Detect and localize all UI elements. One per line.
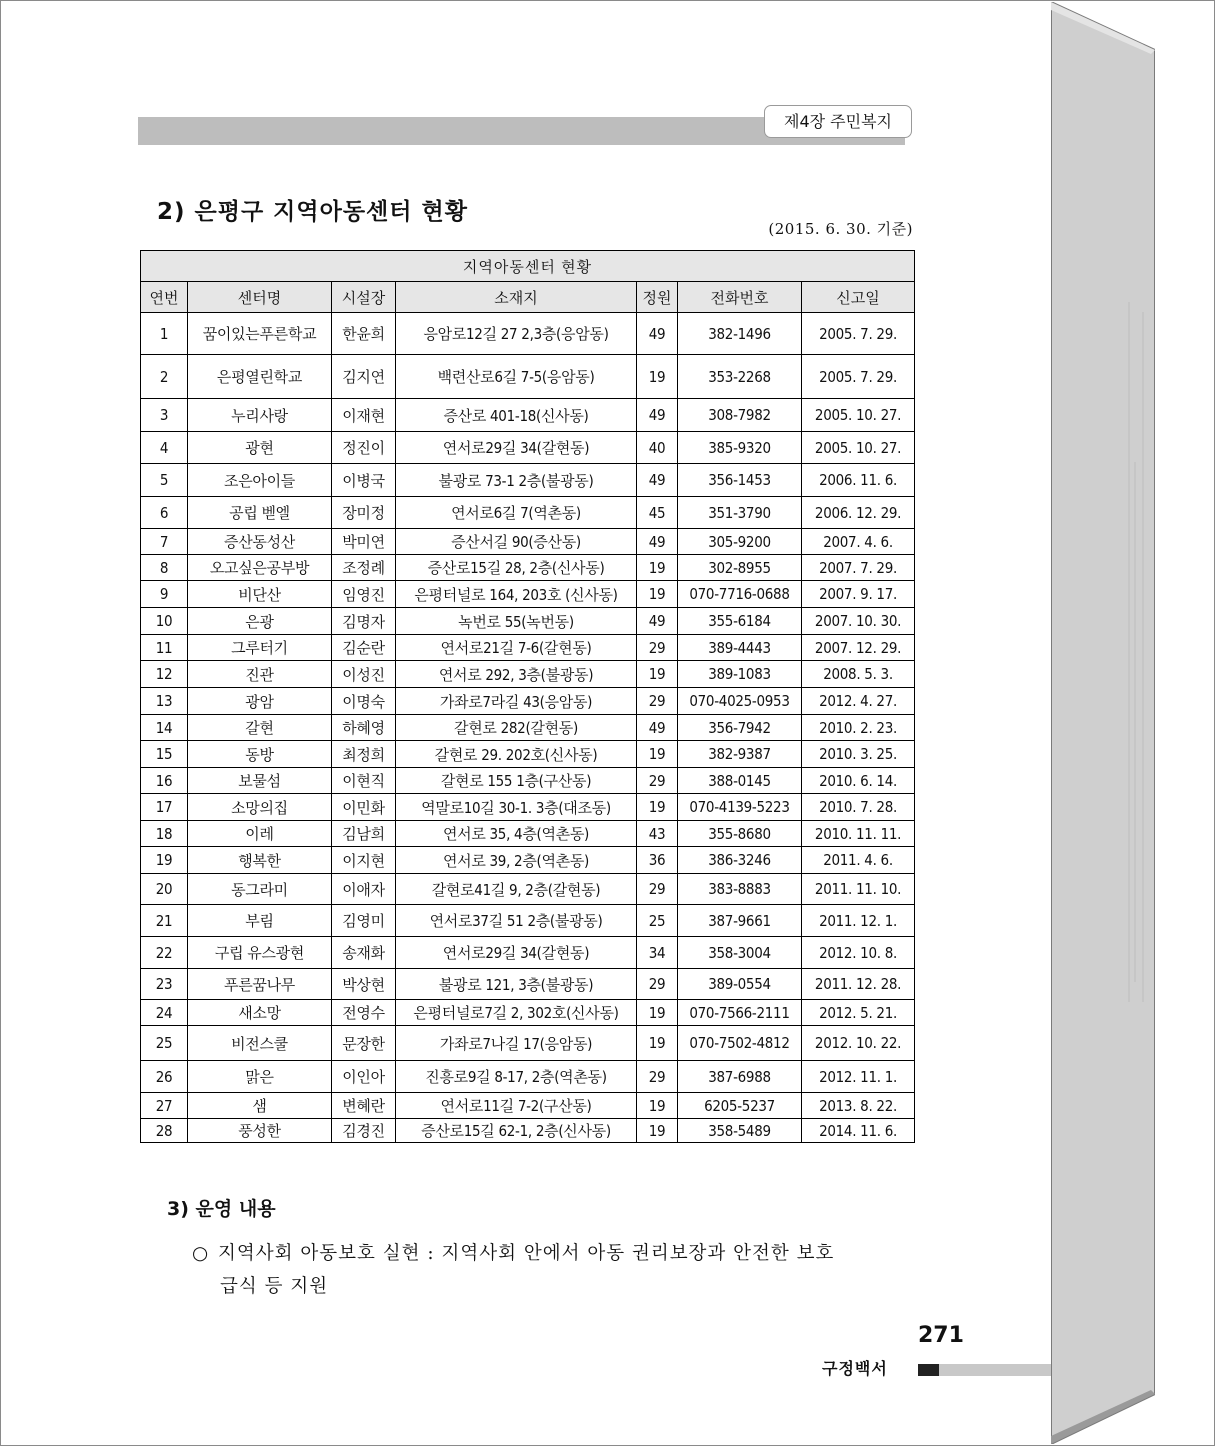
table-row (141, 1093, 915, 1119)
table-cell: 387-9661 (678, 905, 802, 937)
table-row (141, 1119, 915, 1143)
table-cell: 49 (637, 715, 678, 741)
table-cell: 임영진 (332, 581, 396, 608)
table-cell: 25 (141, 1026, 188, 1061)
table-row (141, 741, 915, 768)
base-date: (2015. 6. 30. 기준) (768, 220, 913, 238)
table-cell: 6205-5237 (678, 1093, 802, 1119)
table-cell: 김영미 (332, 905, 396, 937)
table-cell: 전영수 (332, 1000, 396, 1026)
table-cell: 15 (141, 741, 188, 768)
table-cell: 박상현 (332, 969, 396, 1000)
table-cell: 356-1453 (678, 464, 802, 497)
table-row (141, 529, 915, 555)
table-cell: 23 (141, 969, 188, 1000)
table-cell: 19 (637, 555, 678, 581)
table-cell: 새소망 (188, 1000, 332, 1026)
table-cell: 이인아 (332, 1061, 396, 1093)
table-cell: 한윤희 (332, 313, 396, 355)
table-cell: 4 (141, 432, 188, 464)
table-cell: 샘 (188, 1093, 332, 1119)
table-cell: 2005. 7. 29. (802, 313, 915, 355)
table-cell: 386-3246 (678, 847, 802, 874)
table-cell: 구립 유스광현 (188, 937, 332, 969)
table-cell: 19 (637, 1093, 678, 1119)
table-cell: 광현 (188, 432, 332, 464)
table-header-row (141, 282, 915, 313)
table-cell: 20 (141, 874, 188, 905)
footer-mark (918, 1364, 939, 1376)
table-cell: 12 (141, 661, 188, 688)
table-cell: 388-0145 (678, 768, 802, 794)
table-cell: 19 (637, 794, 678, 821)
table-cell: 19 (637, 581, 678, 608)
table-cell: 2007. 10. 30. (802, 608, 915, 635)
table-cell: 증산동성산 (188, 529, 332, 555)
table-cell: 2007. 7. 29. (802, 555, 915, 581)
table-cell: 21 (141, 905, 188, 937)
table-cell: 351-3790 (678, 497, 802, 529)
table-cell: 070-4025-0953 (678, 688, 802, 715)
table-cell: 2012. 10. 8. (802, 937, 915, 969)
page-stack-edge (1051, 2, 1155, 1444)
table-cell: 2010. 11. 11. (802, 821, 915, 847)
table-cell: 305-9200 (678, 529, 802, 555)
column-header: 연번 (141, 282, 188, 313)
childcare-center-table (140, 250, 915, 1143)
table-cell: 383-8883 (678, 874, 802, 905)
table-cell: 2012. 10. 22. (802, 1026, 915, 1061)
table-cell: 27 (141, 1093, 188, 1119)
table-cell: 19 (637, 661, 678, 688)
table-cell: 연서로 39, 2층(역촌동) (396, 847, 637, 874)
table-cell: 302-8955 (678, 555, 802, 581)
table-cell: 387-6988 (678, 1061, 802, 1093)
table-cell: 광암 (188, 688, 332, 715)
table-cell: 308-7982 (678, 399, 802, 432)
table-cell: 17 (141, 794, 188, 821)
page-number: 271 (918, 1323, 964, 1348)
table-cell: 14 (141, 715, 188, 741)
column-header: 센터명 (188, 282, 332, 313)
table-cell: 이지현 (332, 847, 396, 874)
table-cell: 070-7716-0688 (678, 581, 802, 608)
table-cell: 19 (637, 741, 678, 768)
table-cell: 19 (141, 847, 188, 874)
table-cell: 최정희 (332, 741, 396, 768)
table-cell: 45 (637, 497, 678, 529)
table-cell: 김순란 (332, 635, 396, 661)
table-cell: 맑은 (188, 1061, 332, 1093)
table-cell: 2011. 4. 6. (802, 847, 915, 874)
table-cell: 하혜영 (332, 715, 396, 741)
operation-line-1: 지역사회 아동보호 실현 : 지역사회 안에서 아동 권리보장과 안전한 보호 (218, 1243, 835, 1264)
table-row (141, 581, 915, 608)
table-cell: 389-4443 (678, 635, 802, 661)
table-cell: 갈현 (188, 715, 332, 741)
table-cell: 이재현 (332, 399, 396, 432)
table-cell: 동방 (188, 741, 332, 768)
table-cell: 김경진 (332, 1119, 396, 1143)
table-cell: 49 (637, 608, 678, 635)
table-row (141, 1026, 915, 1061)
table-cell: 070-7502-4812 (678, 1026, 802, 1061)
table-cell: 25 (637, 905, 678, 937)
table-cell: 조은아이들 (188, 464, 332, 497)
table-cell: 이애자 (332, 874, 396, 905)
table-cell: 2010. 6. 14. (802, 768, 915, 794)
table-cell: 10 (141, 608, 188, 635)
table-cell: 16 (141, 768, 188, 794)
table-cell: 은광 (188, 608, 332, 635)
table-cell: 갈현로 29. 202호(신사동) (396, 741, 637, 768)
table-row (141, 905, 915, 937)
table-cell: 382-1496 (678, 313, 802, 355)
column-header: 시설장 (332, 282, 396, 313)
table-row (141, 661, 915, 688)
table-cell: 보물섬 (188, 768, 332, 794)
table-cell: 증산로 401-18(신사동) (396, 399, 637, 432)
table-cell: 연서로29길 34(갈현동) (396, 432, 637, 464)
table-row (141, 715, 915, 741)
table-row (141, 937, 915, 969)
table-cell: 9 (141, 581, 188, 608)
table-cell: 정진이 (332, 432, 396, 464)
table-cell: 358-5489 (678, 1119, 802, 1143)
table-cell: 2005. 7. 29. (802, 355, 915, 399)
table-cell: 26 (141, 1061, 188, 1093)
table-cell: 소망의집 (188, 794, 332, 821)
table-cell: 8 (141, 555, 188, 581)
table-cell: 공립 벧엘 (188, 497, 332, 529)
table-row (141, 794, 915, 821)
table-cell: 가좌로7라길 43(응암동) (396, 688, 637, 715)
table-cell: 오고싶은공부방 (188, 555, 332, 581)
table-cell: 2006. 11. 6. (802, 464, 915, 497)
table-cell: 5 (141, 464, 188, 497)
table-cell: 은평터널로7길 2, 302호(신사동) (396, 1000, 637, 1026)
bullet-icon: ○ (192, 1243, 210, 1264)
book-title: 구정백서 (822, 1359, 888, 1378)
table-cell: 연서로6길 7(역촌동) (396, 497, 637, 529)
table-cell: 갈현로41길 9, 2층(갈현동) (396, 874, 637, 905)
chapter-label: 제4장 주민복지 (764, 105, 912, 138)
column-header: 소재지 (396, 282, 637, 313)
table-cell: 11 (141, 635, 188, 661)
table-cell: 2010. 7. 28. (802, 794, 915, 821)
table-cell: 연서로 35, 4층(역촌동) (396, 821, 637, 847)
table-cell: 1 (141, 313, 188, 355)
table-cell: 진흥로9길 8-17, 2층(역촌동) (396, 1061, 637, 1093)
table-cell: 2014. 11. 6. (802, 1119, 915, 1143)
table-cell: 34 (637, 937, 678, 969)
table-row (141, 768, 915, 794)
table-cell: 그루터기 (188, 635, 332, 661)
table-cell: 동그라미 (188, 874, 332, 905)
table-cell: 18 (141, 821, 188, 847)
table-cell: 이현직 (332, 768, 396, 794)
table-cell: 19 (637, 1026, 678, 1061)
table-cell: 22 (141, 937, 188, 969)
table-cell: 응암로12길 27 2,3층(응암동) (396, 313, 637, 355)
table-row (141, 969, 915, 1000)
column-header: 정원 (637, 282, 678, 313)
table-cell: 3 (141, 399, 188, 432)
table-cell: 49 (637, 464, 678, 497)
table-row (141, 1061, 915, 1093)
table-cell: 2008. 5. 3. (802, 661, 915, 688)
table-cell: 49 (637, 529, 678, 555)
table-cell: 356-7942 (678, 715, 802, 741)
footer-bar (939, 1364, 1051, 1376)
table-cell: 증산로15길 28, 2층(신사동) (396, 555, 637, 581)
table-cell: 불광로 73-1 2층(불광동) (396, 464, 637, 497)
operation-title: 3) 운영 내용 (167, 1198, 276, 1220)
table-cell: 장미정 (332, 497, 396, 529)
table-cell: 은평터널로 164, 203호 (신사동) (396, 581, 637, 608)
table-cell: 푸른꿈나무 (188, 969, 332, 1000)
table-cell: 070-7566-2111 (678, 1000, 802, 1026)
table-cell: 비단산 (188, 581, 332, 608)
table-cell: 연서로11길 7-2(구산동) (396, 1093, 637, 1119)
table-cell: 부림 (188, 905, 332, 937)
table-cell: 2012. 4. 27. (802, 688, 915, 715)
table-cell: 7 (141, 529, 188, 555)
table-cell: 2011. 11. 10. (802, 874, 915, 905)
table-row (141, 1000, 915, 1026)
table-cell: 이병국 (332, 464, 396, 497)
table-cell: 36 (637, 847, 678, 874)
table-cell: 29 (637, 768, 678, 794)
table-cell: 백련산로6길 7-5(응암동) (396, 355, 637, 399)
table-row (141, 608, 915, 635)
table-cell: 389-0554 (678, 969, 802, 1000)
table-row (141, 313, 915, 355)
table-cell: 연서로 292, 3층(불광동) (396, 661, 637, 688)
table-cell: 355-6184 (678, 608, 802, 635)
table-cell: 문장한 (332, 1026, 396, 1061)
table-cell: 증산로15길 62-1, 2층(신사동) (396, 1119, 637, 1143)
table-cell: 2006. 12. 29. (802, 497, 915, 529)
table-cell: 29 (637, 635, 678, 661)
table-cell: 녹번로 55(녹번동) (396, 608, 637, 635)
table-cell: 갈현로 155 1층(구산동) (396, 768, 637, 794)
table-cell: 2011. 12. 1. (802, 905, 915, 937)
table-cell: 2007. 4. 6. (802, 529, 915, 555)
table-cell: 연서로37길 51 2층(불광동) (396, 905, 637, 937)
table-cell: 2012. 11. 1. (802, 1061, 915, 1093)
operation-line-2: 급식 등 지원 (220, 1276, 329, 1297)
table-cell: 가좌로7나길 17(응암동) (396, 1026, 637, 1061)
table-cell: 연서로29길 34(갈현동) (396, 937, 637, 969)
table-cell: 2012. 5. 21. (802, 1000, 915, 1026)
table-cell: 358-3004 (678, 937, 802, 969)
table-cell: 29 (637, 874, 678, 905)
table-cell: 불광로 121, 3층(불광동) (396, 969, 637, 1000)
table-cell: 이민화 (332, 794, 396, 821)
table-row (141, 355, 915, 399)
column-header: 전화번호 (678, 282, 802, 313)
table-cell: 2007. 9. 17. (802, 581, 915, 608)
table-cell: 2007. 12. 29. (802, 635, 915, 661)
table-cell: 연서로21길 7-6(갈현동) (396, 635, 637, 661)
operation-text (192, 1237, 914, 1303)
table-cell: 070-4139-5223 (678, 794, 802, 821)
table-cell: 변혜란 (332, 1093, 396, 1119)
table-cell: 이명숙 (332, 688, 396, 715)
table-cell: 진관 (188, 661, 332, 688)
table-row (141, 432, 915, 464)
table-cell: 29 (637, 1061, 678, 1093)
table-cell: 2011. 12. 28. (802, 969, 915, 1000)
table-cell: 행복한 (188, 847, 332, 874)
table-cell: 박미연 (332, 529, 396, 555)
table-cell: 은평열린학교 (188, 355, 332, 399)
table-row (141, 821, 915, 847)
table-cell: 19 (637, 355, 678, 399)
table-cell: 49 (637, 313, 678, 355)
table-cell: 이레 (188, 821, 332, 847)
table-row (141, 399, 915, 432)
table-cell: 382-9387 (678, 741, 802, 768)
table-cell: 49 (637, 399, 678, 432)
table-cell: 19 (637, 1119, 678, 1143)
table-cell: 389-1083 (678, 661, 802, 688)
table-cell: 역말로10길 30-1. 3층(대조동) (396, 794, 637, 821)
table-row (141, 555, 915, 581)
table-cell: 증산서길 90(증산동) (396, 529, 637, 555)
table-row (141, 635, 915, 661)
table-cell: 김명자 (332, 608, 396, 635)
column-header: 신고일 (802, 282, 915, 313)
table-cell: 24 (141, 1000, 188, 1026)
table-cell: 40 (637, 432, 678, 464)
table-cell: 19 (637, 1000, 678, 1026)
table-cell: 28 (141, 1119, 188, 1143)
table-cell: 29 (637, 969, 678, 1000)
table-cell: 이성진 (332, 661, 396, 688)
table-caption: 지역아동센터 현황 (141, 251, 915, 282)
table-cell: 2010. 3. 25. (802, 741, 915, 768)
table-cell: 2 (141, 355, 188, 399)
table-row (141, 847, 915, 874)
table-cell: 29 (637, 688, 678, 715)
table-cell: 비전스쿨 (188, 1026, 332, 1061)
table-row (141, 464, 915, 497)
table-cell: 385-9320 (678, 432, 802, 464)
table-cell: 갈현로 282(갈현동) (396, 715, 637, 741)
table-cell: 13 (141, 688, 188, 715)
table-cell: 김남희 (332, 821, 396, 847)
table-row (141, 497, 915, 529)
table-cell: 조정례 (332, 555, 396, 581)
table-cell: 2013. 8. 22. (802, 1093, 915, 1119)
table-cell: 355-8680 (678, 821, 802, 847)
table-cell: 2005. 10. 27. (802, 432, 915, 464)
table-row (141, 874, 915, 905)
section-title: 2) 은평구 지역아동센터 현황 (157, 199, 468, 225)
table-cell: 6 (141, 497, 188, 529)
table-cell: 2010. 2. 23. (802, 715, 915, 741)
table-cell: 353-2268 (678, 355, 802, 399)
table-cell: 꿈이있는푸른학교 (188, 313, 332, 355)
table-cell: 김지연 (332, 355, 396, 399)
table-row (141, 688, 915, 715)
table-cell: 43 (637, 821, 678, 847)
table-cell: 송재화 (332, 937, 396, 969)
table-cell: 누리사랑 (188, 399, 332, 432)
table-cell: 풍성한 (188, 1119, 332, 1143)
table-cell: 2005. 10. 27. (802, 399, 915, 432)
